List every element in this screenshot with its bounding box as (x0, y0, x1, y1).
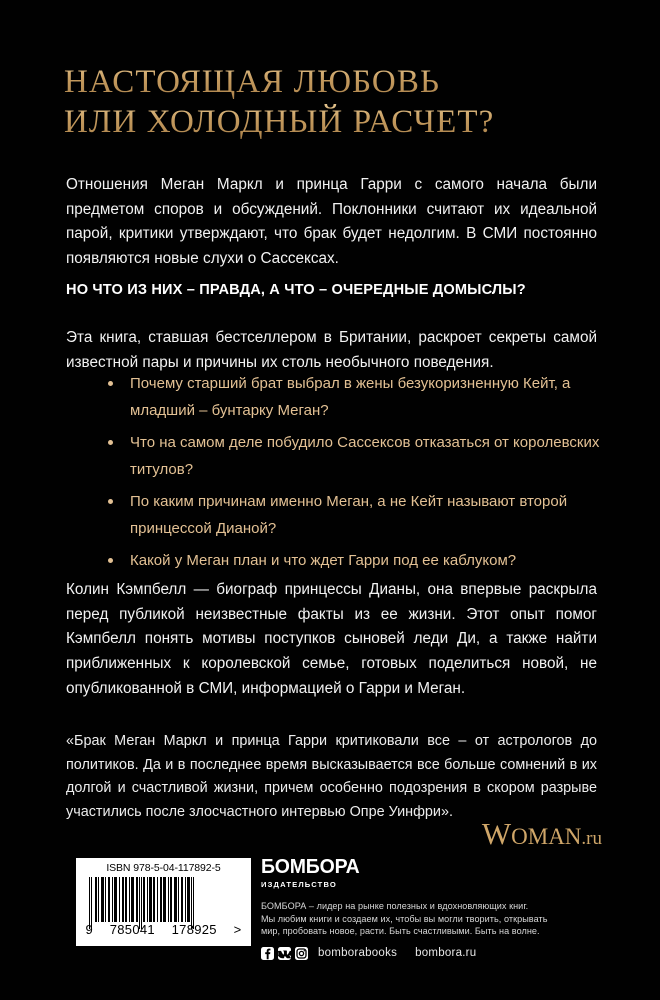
woman-logo-tld: .ru (581, 828, 602, 849)
author-bio-paragraph: Колин Кэмпбелл — биограф принцессы Дианы, она впервые раскрыла перед публикой неизвестные факты из ее жизни. Этот опыт помог Кэмпбелл понять мотивы поступков сыновей леди Ди, а также найти приближенных к королевской семье, готовых поделиться новой, не опубликованной в СМИ, информацией о Гарри и Меган. (66, 581, 597, 697)
highlight-question: НО ЧТО ИЗ НИХ – ПРАВДА, А ЧТО – ОЧЕРЕДНЫЕ ДОМЫСЛЫ? (66, 281, 526, 298)
list-item: Что на самом деле побудило Сассексов отказаться от королевских титулов? (104, 429, 604, 483)
list-item: Какой у Меган план и что ждет Гарри под ее каблуком? (104, 547, 604, 574)
publisher-subtitle: ИЗДАТЕЛЬСТВО (261, 880, 337, 889)
woman-logo-caps: OMAN (511, 824, 582, 849)
publisher-description-line: БОМБОРА – лидер на рынке полезных и вдохновляющих книг. (261, 901, 529, 911)
barcode-digits (86, 923, 242, 937)
barcode-bars (89, 877, 239, 922)
publisher-social-row (261, 947, 601, 960)
publisher-description-line: Мы любим книги и создаем их, чтобы вы могли творить, открывать (261, 913, 548, 924)
page-title (64, 62, 604, 142)
facebook-icon[interactable] (261, 947, 274, 960)
intro-paragraph: Отношения Меган Маркл и принца Гарри с самого начала были предметом споров и обсуждений. Поклонники считают их идеальной парой, критики утверждают, что брак будет недолгим. В СМИ постоянно появляются новые слухи о Сассексах. (66, 176, 597, 268)
press-quote: «Брак Меган Маркл и принца Гарри критиковали все – от астрологов до политиков. Да и в последнее время высказывается все больше сомнений в их долгой и счастливой жизни, причем особенно подозрения в скором разрыве участились после злосчастного интервью Опре Уинфри». (66, 733, 597, 820)
social-handle[interactable]: bomborabooks (318, 946, 398, 959)
isbn-label: ISBN 978-5-04-117892-5 (106, 862, 221, 874)
woman-logo-initial: W (481, 816, 512, 851)
list-item: По каким причинам именно Меган, а не Кейт называют второй принцессой Дианой? (104, 488, 604, 542)
isbn-barcode (76, 858, 251, 946)
list-item: Почему старший брат выбрал в жены безукоризненную Кейт, а младший – бунтарку Меган? (104, 370, 604, 424)
publisher-name: БОМБОРА (261, 855, 360, 878)
woman-ru-logo (482, 818, 602, 849)
publisher-description-line: мир, пробовать новое, расти. Быть счастливыми. Быть на волне. (261, 926, 540, 937)
barcode-digit-group-1: 785041 (109, 922, 155, 937)
instagram-icon[interactable] (295, 947, 308, 960)
vk-icon[interactable] (278, 947, 291, 960)
barcode-digit-group-2: 178925 (171, 922, 217, 937)
title-line-1: НАСТОЯЩАЯ ЛЮБОВЬ (64, 62, 604, 102)
barcode-digit-left: 9 (85, 922, 94, 937)
publisher-block (261, 856, 601, 960)
title-line-2: ИЛИ ХОЛОДНЫЙ РАСЧЕТ? (64, 102, 604, 142)
lead-paragraph: Эта книга, ставшая бестселлером в Британии, раскроет секреты самой известной пары и причины их столь необычного поведения. (66, 329, 597, 371)
publisher-website[interactable]: bombora.ru (415, 946, 477, 959)
barcode-digit-right: > (233, 922, 242, 937)
teaser-question-list (104, 370, 604, 579)
publisher-description (261, 900, 601, 938)
